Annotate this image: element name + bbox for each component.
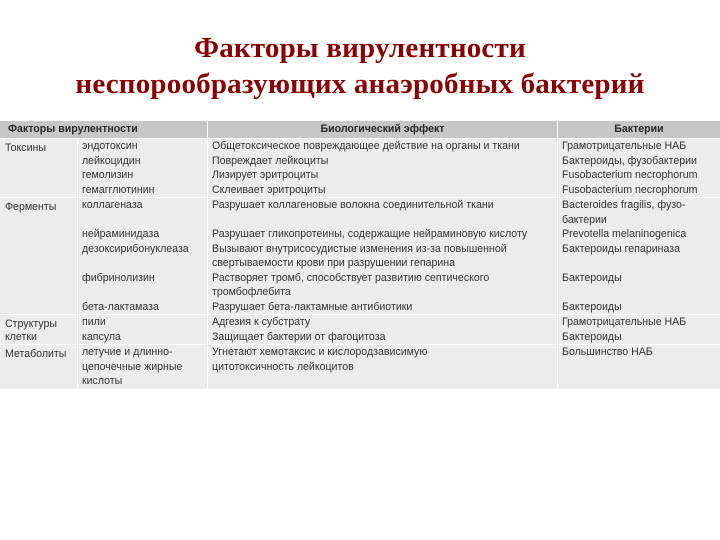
table-row — [78, 242, 720, 271]
virulence-factors-table — [0, 121, 720, 390]
factor-cell: капсула — [82, 330, 121, 343]
effect-line: Вызывают внутрисосудистые изменения из-за повышенной — [212, 242, 507, 255]
bacteria-cell — [557, 198, 720, 227]
effect-cell — [207, 345, 557, 389]
group-name-text: клетки — [5, 330, 37, 343]
factor-cell: фибринолизин — [82, 271, 155, 284]
bacteria-line: бактерии — [562, 213, 607, 226]
effect-cell: Разрушает бета-лактамные антибиотики — [207, 300, 557, 315]
bacteria-cell: Бактероиды — [557, 271, 720, 300]
effect-line: Угнетают хемотаксис и кислородзависимую — [212, 346, 428, 358]
effect-cell: Склеивает эритроциты — [207, 183, 557, 198]
group-toxins — [0, 139, 720, 198]
factor-cell: пили — [82, 316, 106, 328]
table-header-row — [0, 121, 720, 139]
effect-cell: Адгезия к субстрату — [207, 315, 557, 330]
bacteria-cell: Fusobacterium necrophorum — [557, 168, 720, 183]
factor-line: кислоты — [82, 375, 123, 387]
bacteria-cell: Грамотрицательные НАБ — [557, 315, 720, 330]
bacteria-cell: Prevotella melaninogenica — [557, 227, 720, 242]
table-row — [78, 345, 720, 389]
slide-title — [0, 30, 720, 102]
effect-cell: Общетоксическое повреждающее действие на органы и ткани — [207, 139, 557, 154]
factor-cell: дезоксирибонуклеаза — [82, 242, 189, 255]
group-name — [0, 345, 78, 389]
effect-line: свертываемости крови при разрушении гепарина — [212, 257, 456, 269]
bacteria-cell: Большинство НАБ — [557, 345, 720, 389]
factor-cell: гемолизин — [82, 169, 134, 181]
effect-cell: Разрушает гликопротеины, содержащие нейраминовую кислоту — [207, 227, 557, 242]
table-row — [78, 139, 720, 154]
bacteria-cell: Fusobacterium necrophorum — [557, 183, 720, 198]
group-name-text: Структуры — [5, 318, 57, 330]
effect-line: тромбофлебита — [212, 286, 291, 298]
effect-cell: Защищает бактерии от фагоцитоза — [207, 330, 557, 345]
factor-line: летучие и длинно- — [82, 346, 173, 358]
table-row — [78, 315, 720, 330]
bacteria-cell: Бактероиды — [557, 330, 720, 345]
factor-cell: коллагеназа — [82, 199, 143, 211]
table-row — [78, 183, 720, 198]
factor-cell: эндотоксин — [82, 140, 138, 152]
group-name — [0, 198, 78, 314]
group-name-text: Токсины — [5, 142, 46, 154]
effect-line: цитотоксичность лейкоцитов — [212, 360, 354, 373]
factor-cell: нейраминидаза — [82, 228, 160, 240]
group-name — [0, 139, 78, 197]
group-name — [0, 315, 78, 344]
group-name-text: Метаболиты — [5, 348, 67, 360]
factor-cell — [78, 345, 207, 389]
header-factors: Факторы вирулентности — [8, 123, 138, 135]
table-row — [78, 198, 720, 227]
group-cell-structures — [0, 315, 720, 345]
effect-line: Растворяет тромб, способствует развитию септического — [212, 271, 490, 284]
effect-cell: Повреждает лейкоциты — [207, 154, 557, 169]
factor-cell: гемагглютинин — [82, 183, 155, 196]
bacteria-cell: Бактероиды, фузобактерии — [557, 154, 720, 169]
header-effect: Биологический эффект — [207, 121, 557, 138]
table-row — [78, 154, 720, 169]
group-metabolites — [0, 345, 720, 390]
bacteria-cell: Бактероиды гепариназа — [557, 242, 720, 271]
title-line-1: Факторы вирулентности — [194, 32, 526, 64]
table-row — [78, 330, 720, 345]
bacteria-cell: Грамотрицательные НАБ — [557, 139, 720, 154]
effect-cell: Лизирует эритроциты — [207, 168, 557, 183]
effect-cell: Разрушает коллагеновые волокна соединительной ткани — [207, 198, 557, 227]
factor-line: цепочечные жирные — [82, 360, 183, 373]
effect-cell — [207, 242, 557, 271]
header-bacteria: Бактерии — [557, 121, 720, 138]
table-row — [78, 227, 720, 242]
table-row — [78, 271, 720, 300]
title-line-2: неспорообразующих анаэробных бактерий — [75, 68, 645, 100]
group-enzymes — [0, 198, 720, 315]
effect-cell — [207, 271, 557, 300]
bacteria-line: Bacteroides fragilis, фузо- — [562, 199, 686, 211]
bacteria-cell: Бактероиды — [557, 300, 720, 315]
group-name-text: Ферменты — [5, 201, 57, 213]
table-row — [78, 300, 720, 315]
factor-cell: бета-лактамаза — [82, 300, 159, 313]
table-row — [78, 168, 720, 183]
factor-cell: лейкоцидин — [82, 154, 141, 167]
